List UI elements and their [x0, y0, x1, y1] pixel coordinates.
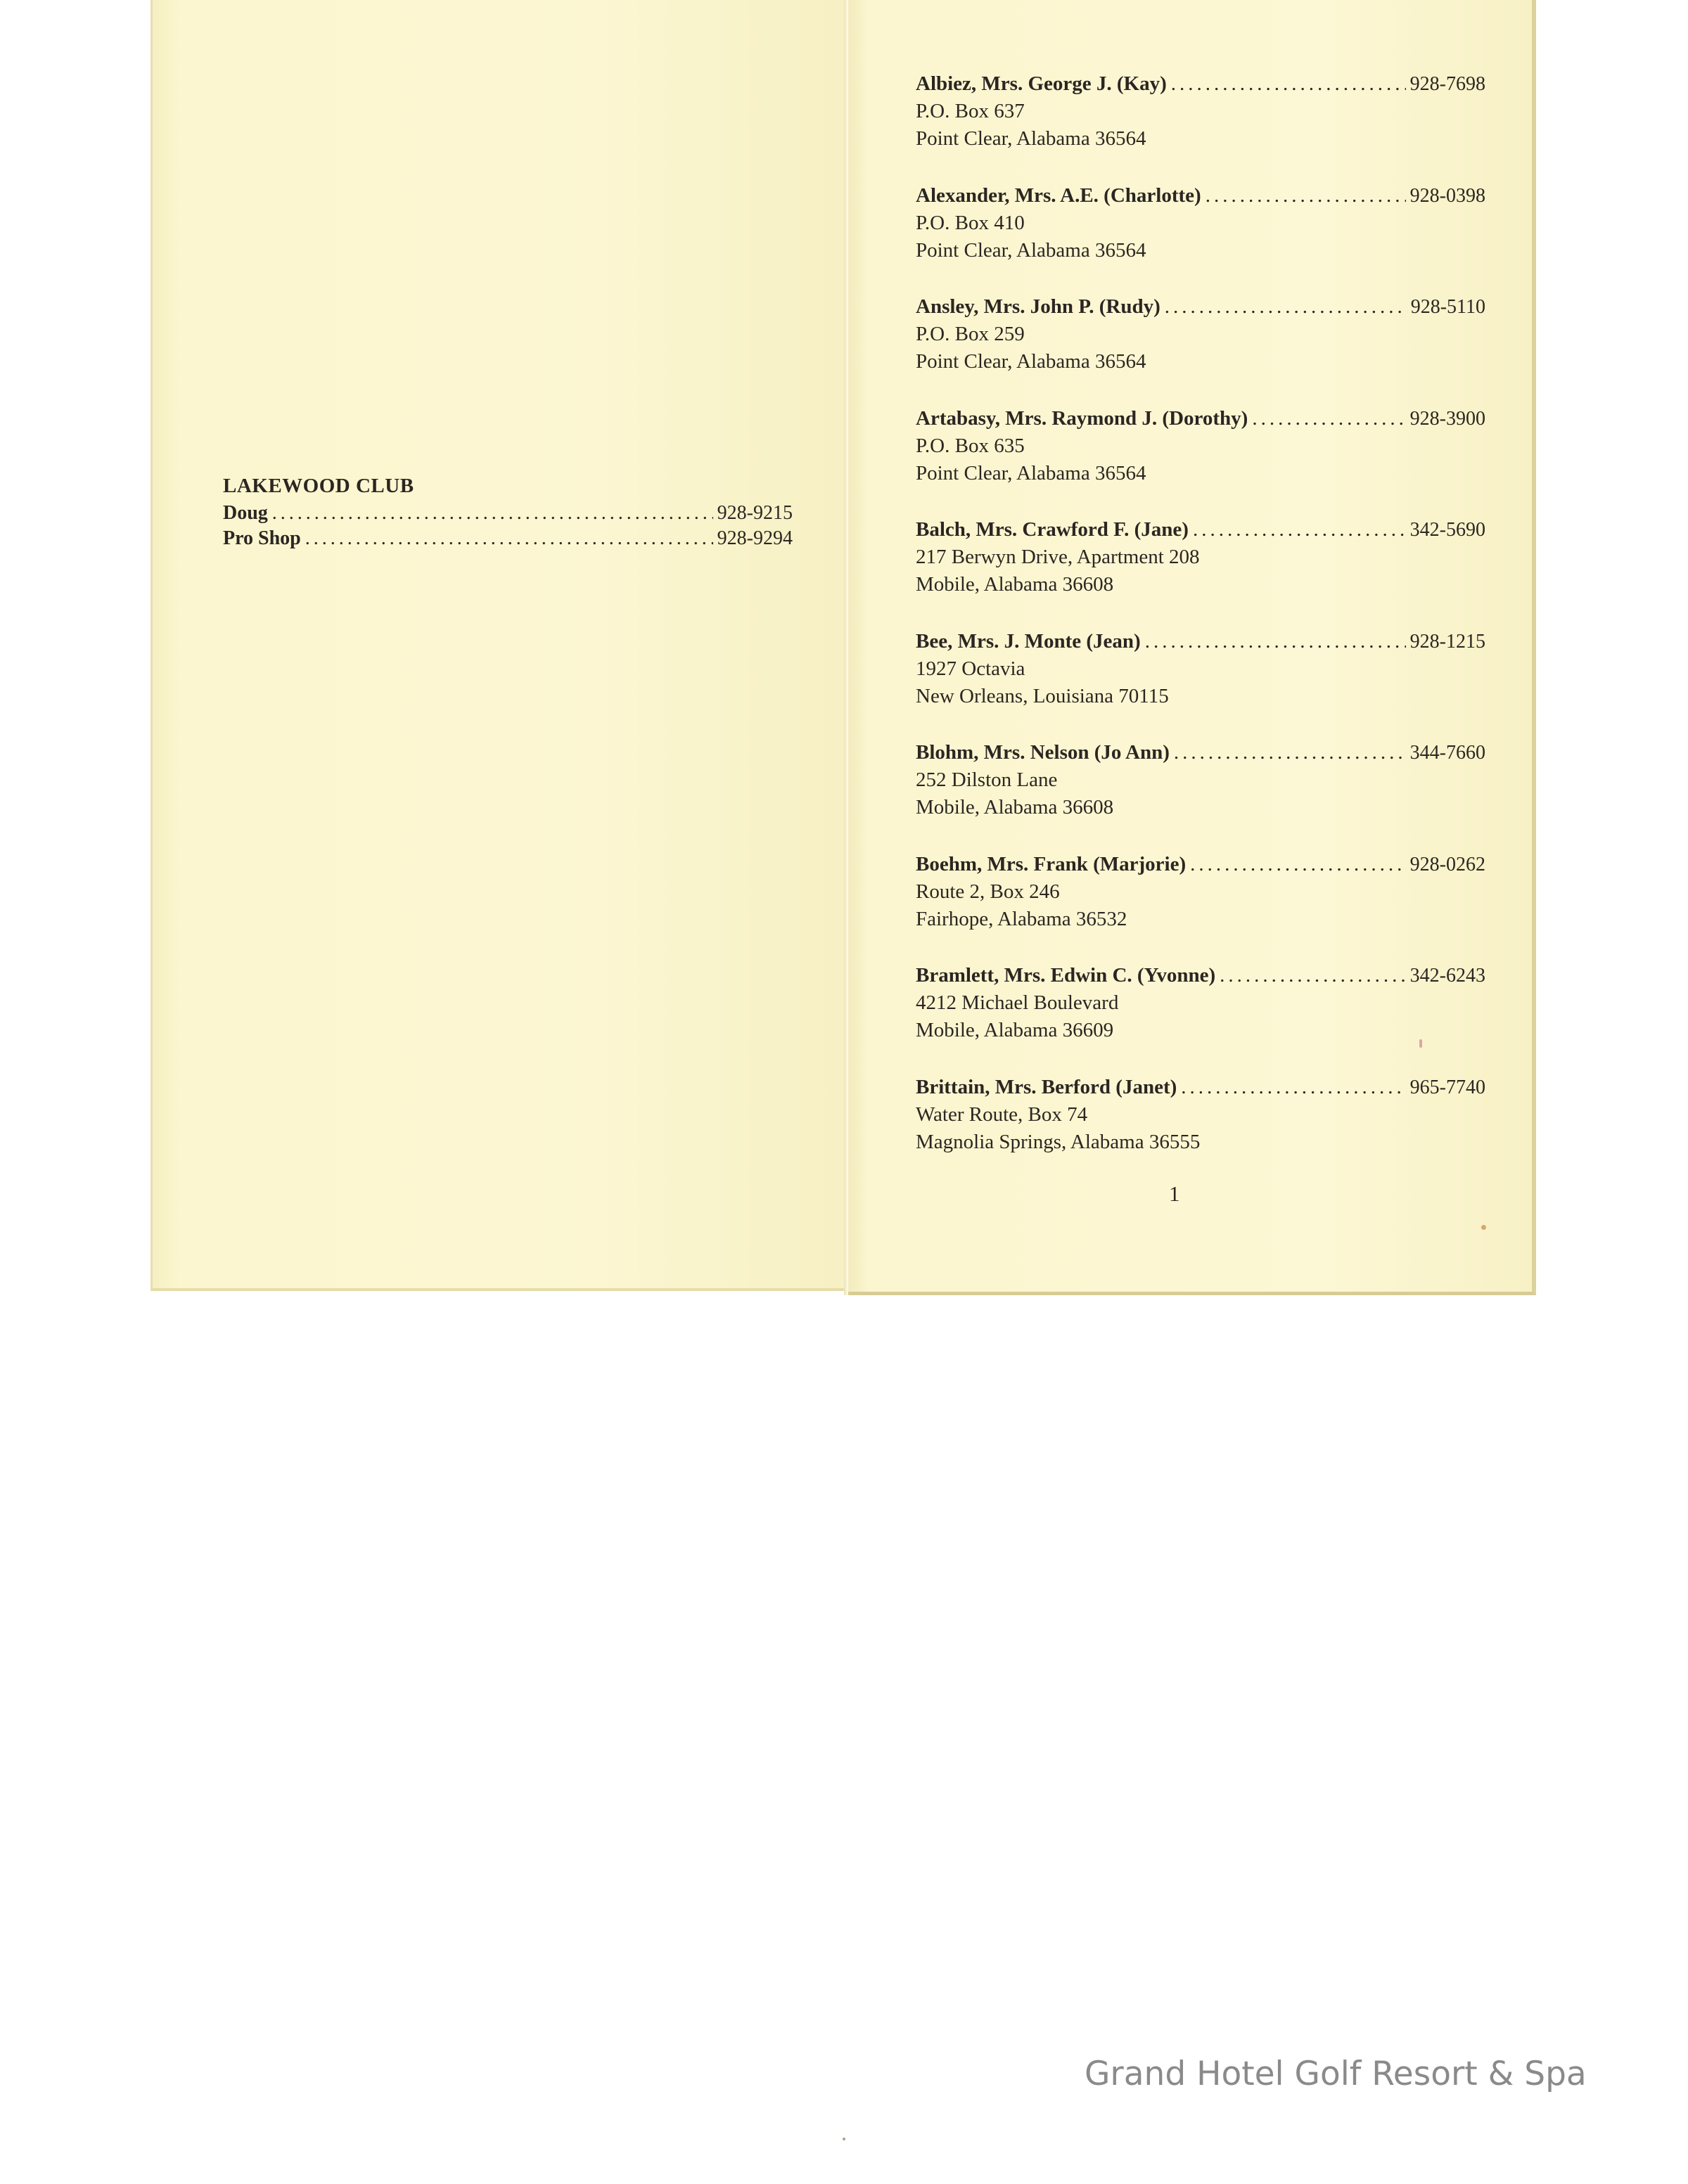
leader-dots	[1190, 851, 1406, 878]
club-row-phone: 928-9215	[717, 502, 793, 524]
entry-header	[916, 182, 1485, 210]
entry-name: Balch, Mrs. Crawford F. (Jane)	[916, 518, 1189, 541]
watermark: Grand Hotel Golf Resort & Spa	[1085, 2055, 1587, 2093]
entry-address-line: P.O. Box 259	[916, 323, 1025, 345]
entry-address-line: New Orleans, Louisiana 70115	[916, 684, 1169, 707]
directory-entry	[916, 851, 1485, 963]
directory-entry	[916, 182, 1485, 294]
entry-header	[916, 851, 1485, 878]
entry-address-line: Point Clear, Alabama 36564	[916, 350, 1146, 373]
entry-address-line: 1927 Octavia	[916, 657, 1025, 680]
directory-entry	[916, 962, 1485, 1074]
paper-speck	[1419, 1039, 1422, 1048]
entry-address-line: P.O. Box 635	[916, 434, 1025, 457]
entry-address-line: Mobile, Alabama 36608	[916, 573, 1114, 596]
entry-name: Ansley, Mrs. John P. (Rudy)	[916, 295, 1160, 318]
entry-address-line: 4212 Michael Boulevard	[916, 991, 1119, 1014]
entry-phone: 344-7660	[1409, 742, 1485, 764]
entry-address-line: 217 Berwyn Drive, Apartment 208	[916, 546, 1200, 568]
booklet-spread	[145, 0, 1536, 1295]
entry-header	[916, 70, 1485, 98]
entry-phone: 928-7698	[1409, 73, 1485, 95]
entry-phone: 928-5110	[1410, 296, 1485, 318]
entry-address-line: P.O. Box 637	[916, 100, 1025, 122]
paper-speck	[843, 2138, 845, 2140]
club-row	[223, 526, 793, 551]
leader-dots	[1206, 182, 1406, 210]
entry-name: Boehm, Mrs. Frank (Marjorie)	[916, 852, 1187, 875]
entry-phone: 928-3900	[1409, 407, 1485, 430]
entry-phone: 928-0262	[1409, 853, 1485, 875]
entry-header	[916, 962, 1485, 989]
club-row-label: Pro Shop	[223, 527, 301, 549]
club-listing	[223, 473, 793, 551]
entry-phone: 928-1215	[1409, 630, 1485, 653]
entry-address-line: Water Route, Box 74	[916, 1103, 1088, 1126]
club-title: LAKEWOOD CLUB	[223, 475, 414, 497]
entry-phone: 928-0398	[1409, 184, 1485, 207]
club-row-phone: 928-9294	[717, 527, 793, 549]
entry-address-line: Mobile, Alabama 36609	[916, 1019, 1114, 1041]
entry-name: Bramlett, Mrs. Edwin C. (Yvonne)	[916, 964, 1216, 987]
leader-dots	[1181, 1074, 1405, 1101]
leader-dots	[1171, 70, 1406, 98]
leader-dots	[272, 501, 713, 526]
entry-name: Albiez, Mrs. George J. (Kay)	[916, 72, 1167, 95]
directory-entry	[916, 628, 1485, 740]
entry-phone: 342-6243	[1409, 965, 1485, 987]
leader-dots	[1193, 516, 1406, 544]
entry-name: Bee, Mrs. J. Monte (Jean)	[916, 629, 1141, 653]
entry-address-line: 252 Dilston Lane	[916, 769, 1058, 791]
leader-dots	[1252, 405, 1405, 432]
entry-header	[916, 1074, 1485, 1101]
club-row	[223, 501, 793, 526]
directory-entry	[916, 1074, 1485, 1186]
entry-address-line: Magnolia Springs, Alabama 36555	[916, 1130, 1201, 1153]
leader-dots	[1174, 739, 1406, 766]
entry-address-line: Point Clear, Alabama 36564	[916, 461, 1146, 484]
page-number: 1	[1169, 1181, 1180, 1206]
entry-address-line: Point Clear, Alabama 36564	[916, 127, 1146, 150]
leader-dots	[1165, 293, 1407, 321]
leader-dots	[305, 526, 713, 551]
entry-address-line: Fairhope, Alabama 36532	[916, 907, 1127, 930]
directory-entry	[916, 739, 1485, 851]
entry-address-line: Route 2, Box 246	[916, 880, 1060, 903]
entry-name: Alexander, Mrs. A.E. (Charlotte)	[916, 184, 1201, 207]
entry-name: Artabasy, Mrs. Raymond J. (Dorothy)	[916, 406, 1248, 430]
entry-header	[916, 516, 1485, 544]
entry-header	[916, 293, 1485, 321]
directory-entry	[916, 293, 1485, 405]
entry-address-line: Mobile, Alabama 36608	[916, 796, 1114, 818]
entry-header	[916, 739, 1485, 766]
leader-dots	[1220, 962, 1406, 989]
entry-header	[916, 628, 1485, 655]
directory-list	[916, 70, 1485, 1185]
paper-speck	[1481, 1225, 1486, 1230]
leader-dots	[1145, 628, 1406, 655]
entry-header	[916, 405, 1485, 432]
entry-phone: 342-5690	[1409, 519, 1485, 541]
left-page	[151, 0, 850, 1291]
entry-phone: 965-7740	[1409, 1076, 1485, 1098]
entry-address-line: P.O. Box 410	[916, 211, 1025, 234]
right-page	[848, 0, 1536, 1295]
directory-entry	[916, 405, 1485, 517]
directory-entry	[916, 70, 1485, 182]
club-row-label: Doug	[223, 502, 268, 524]
entry-address-line: Point Clear, Alabama 36564	[916, 238, 1146, 262]
entry-name: Blohm, Mrs. Nelson (Jo Ann)	[916, 741, 1170, 764]
directory-entry	[916, 516, 1485, 628]
entry-name: Brittain, Mrs. Berford (Janet)	[916, 1075, 1177, 1098]
